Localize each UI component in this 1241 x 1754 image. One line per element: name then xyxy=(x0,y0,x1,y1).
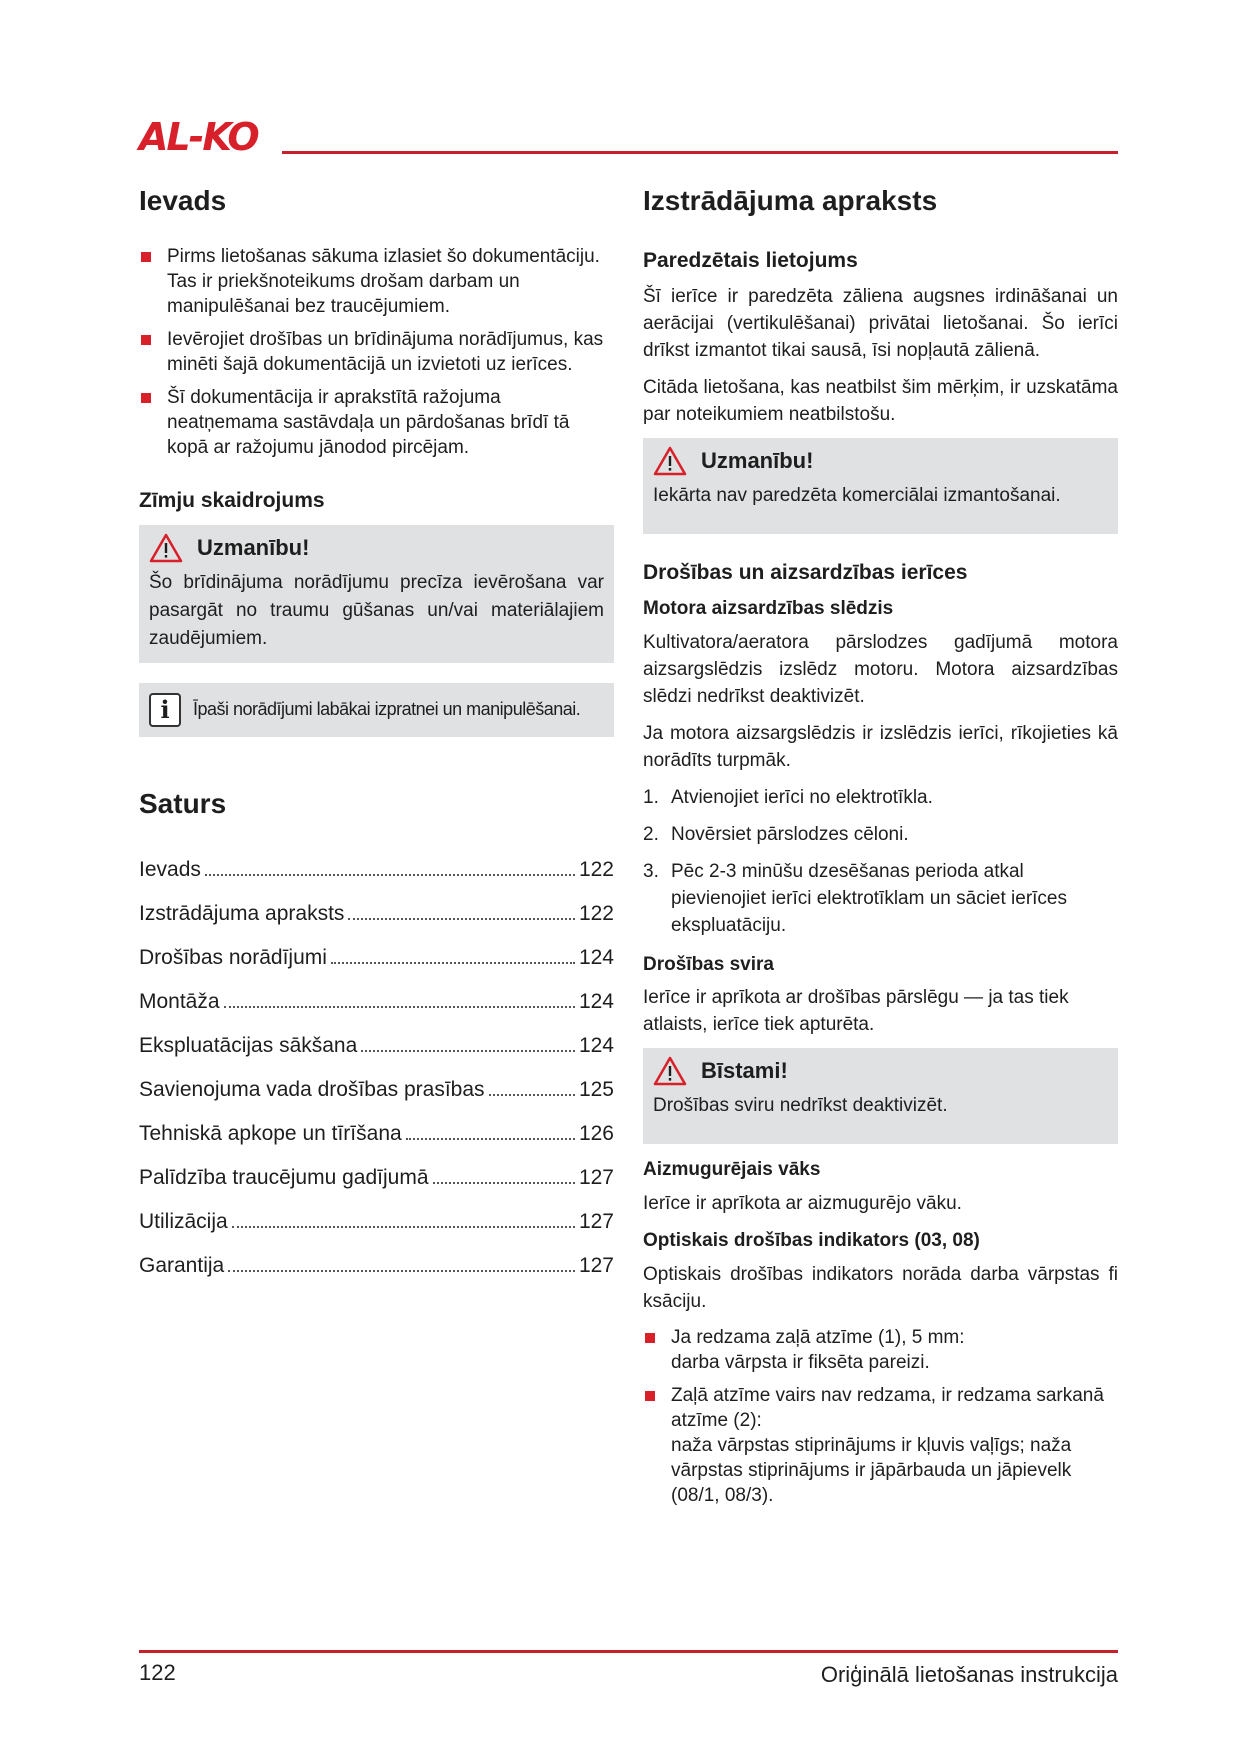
list-item: 2. Novērsiet pārslodzes cēloni. xyxy=(643,823,909,845)
toc-row[interactable]: Palīdzība traucējumu gadījumā 127 xyxy=(139,1166,614,1190)
intro-bullet-list xyxy=(139,244,614,460)
right-column xyxy=(643,184,1118,1516)
danger-text: Drošības sviru nedrīkst deaktivizēt. xyxy=(653,1095,948,1117)
indicator-text: Optiskais drošības indikators norāda darba vārpstas fi ksāciju. xyxy=(643,1263,1118,1312)
warning-title: Uzmanību! xyxy=(197,534,310,560)
toc-list xyxy=(139,838,614,1278)
safety-lever-text: Ierīce ir aprīkota ar drošības pārslēgu — ja tas tiek atlaists, ierīce tiek apturēta. xyxy=(643,987,1069,1036)
toc-heading: Saturs xyxy=(139,787,227,819)
footer-document-title: Oriģinālā lietošanas instrukcija xyxy=(820,1662,1118,1687)
list-item: Ja redzama zaļā atzīme (1), 5 mm: darba vārpsta ir fiksēta pareizi. xyxy=(643,1325,1118,1375)
list-item: 1. Atvienojiet ierīci no elektrotīkla. xyxy=(643,786,933,808)
toc-row[interactable]: Drošības norādījumi 124 xyxy=(139,946,614,970)
page-number: 122 xyxy=(139,1660,176,1685)
toc-row[interactable]: Montāža 124 xyxy=(139,990,614,1014)
toc-row[interactable]: Savienojuma vada drošības prasības 125 xyxy=(139,1078,614,1102)
warning-text: Šo brīdinājuma norādījumu precīza ievērošana var pasargāt no traumu gūšanas un/vai materiālajiem zaudējumiem. xyxy=(149,571,604,649)
bullet-square-icon xyxy=(141,252,151,262)
caution-header xyxy=(653,446,1108,476)
toc-row[interactable]: Tehniskā apkope un tīrīšana 126 xyxy=(139,1122,614,1146)
danger-box xyxy=(643,1048,1118,1144)
list-item: Šī dokumentācija ir aprakstītā ražojuma neatņemama sastāvdaļa un pārdošanas brīdī tā kopā ar ražojumu jānodod pircējam. xyxy=(139,385,614,460)
info-box xyxy=(139,683,614,737)
brand-logo: AL-KO xyxy=(139,115,258,159)
rear-cover-heading: Aizmugurējais vāks xyxy=(643,1159,821,1181)
toc-row[interactable]: Ievads 122 xyxy=(139,858,614,882)
caution-text: Iekārta nav paredzēta komerciālai izmantošanai. xyxy=(653,484,1061,506)
intended-use-heading: Paredzētais lietojums xyxy=(643,248,858,272)
toc-row[interactable]: Garantija 127 xyxy=(139,1254,614,1278)
warning-triangle-icon xyxy=(149,533,183,563)
motor-switch-note: Ja motora aizsargslēdzis ir izslēdzis ierīci, rīkojieties kā norādīts turpmāk. xyxy=(643,722,1118,771)
safety-devices-heading: Drošības un aizsardzības ierīces xyxy=(643,560,968,584)
bullet-square-icon xyxy=(141,393,151,403)
info-text: Īpaši norādījumi labākai izpratnei un manipulēšanai. xyxy=(193,699,581,720)
intended-use-note: Citāda lietošana, kas neatbilst šim mērķim, ir uzskatāma par noteikumiem neatbilstošu. xyxy=(643,376,1118,425)
list-item: 3. Pēc 2-3 minūšu dzesēšanas perioda atkal pievienojiet ierīci elektrotīklam un sāciet ierīces ekspluatāciju. xyxy=(643,860,1068,936)
toc-row[interactable]: Utilizācija 127 xyxy=(139,1210,614,1234)
toc-row[interactable]: Izstrādājuma apraksts 122 xyxy=(139,902,614,926)
safety-lever-heading: Drošības svira xyxy=(643,953,774,975)
motor-switch-heading: Motora aizsardzības slēdzis xyxy=(643,597,894,619)
left-column xyxy=(139,184,614,1278)
list-item: Pirms lietošanas sākuma izlasiet šo dokumentāciju. Tas ir priekšnoteikums drošam darbam un manipulēšanai bez traucējumiem. xyxy=(139,244,614,319)
indicator-bullet-list xyxy=(643,1325,1118,1508)
intended-use-text: Šī ierīce ir paredzēta zāliena augsnes irdināšanai un aerācijai (vertikulēšanai) privātai lietošanai. Šo ierīci drīkst izmantot tikai sausā, īsi nopļautā zālienā. xyxy=(643,285,1118,361)
bullet-square-icon xyxy=(141,335,151,345)
warning-triangle-icon xyxy=(653,1056,687,1086)
danger-header xyxy=(653,1056,1108,1086)
header-rule xyxy=(282,151,1118,154)
caution-title: Uzmanību! xyxy=(701,447,814,473)
symbols-heading: Zīmju skaidrojums xyxy=(139,488,325,512)
warning-box xyxy=(139,525,614,663)
bullet-square-icon xyxy=(645,1333,655,1343)
description-heading: Izstrādājuma apraksts xyxy=(643,185,938,216)
info-icon: i xyxy=(149,693,181,727)
toc-row[interactable]: Ekspluatācijas sākšana 124 xyxy=(139,1034,614,1058)
list-item: Zaļā atzīme vairs nav redzama, ir redzama sarkanā atzīme (2): naža vārpstas stiprinājums ir kļuvis vaļīgs; naža vārpstas stiprinājums ir jāpārbauda un jāpievelk (08/1, 08/3). xyxy=(643,1383,1118,1508)
warning-header xyxy=(149,533,604,563)
warning-triangle-icon xyxy=(653,446,687,476)
danger-title: Bīstami! xyxy=(701,1058,788,1084)
intro-heading: Ievads xyxy=(139,185,227,216)
bullet-square-icon xyxy=(645,1391,655,1401)
motor-switch-text: Kultivatora/aeratora pārslodzes gadījumā motora aizsargslēdzis izslēdz motoru. Motora aizsardzības slēdzi nedrīkst deaktivizēt. xyxy=(643,631,1118,707)
steps-list xyxy=(643,784,1118,939)
indicator-heading: Optiskais drošības indikators (03, 08) xyxy=(643,1230,980,1252)
caution-box xyxy=(643,438,1118,534)
list-item: Ievērojiet drošības un brīdinājuma norādījumus, kas minēti šajā dokumentācijā un izvietoti uz ierīces. xyxy=(139,327,614,377)
rear-cover-text: Ierīce ir aprīkota ar aizmugurējo vāku. xyxy=(643,1193,962,1215)
footer-rule xyxy=(139,1650,1118,1653)
